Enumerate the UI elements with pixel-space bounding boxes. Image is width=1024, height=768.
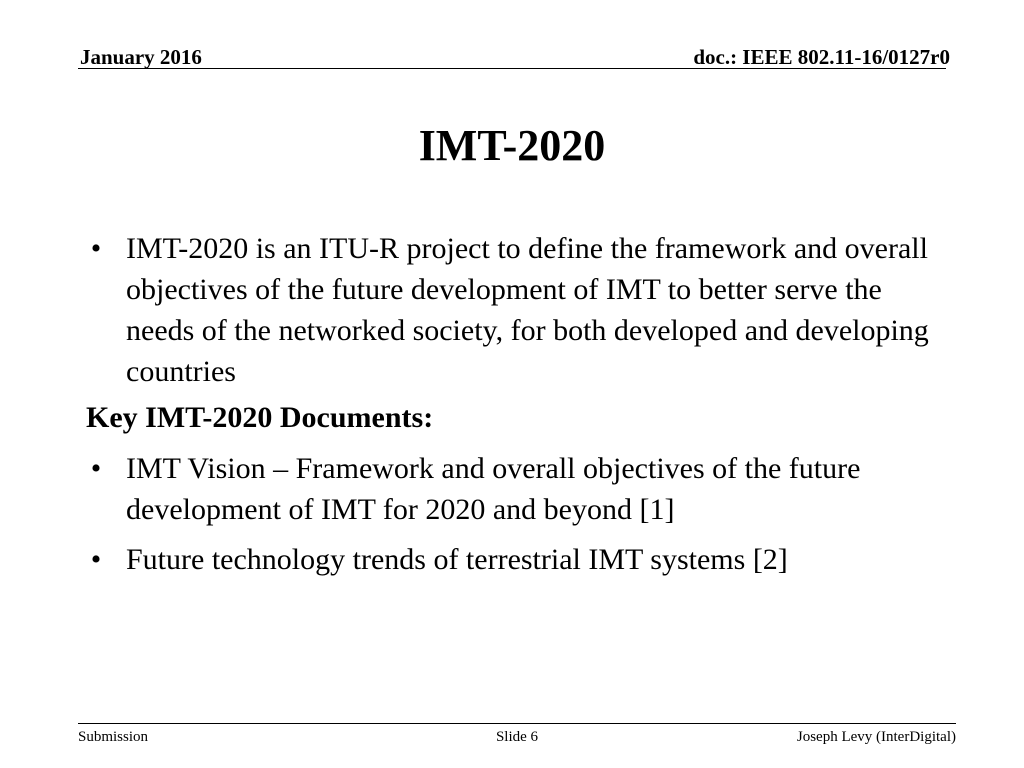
bullet-icon: • — [90, 543, 102, 576]
footer-author: Joseph Levy (InterDigital) — [796, 729, 956, 745]
section-heading: Key IMT-2020 Documents: — [86, 401, 434, 434]
slide-title: IMT-2020 — [418, 121, 606, 170]
bullet-text: IMT Vision – Framework and overall objectives of the future development of IMT for 2020 and beyond [1] — [126, 452, 861, 526]
slide-body — [86, 228, 946, 580]
bullet-icon: • — [90, 452, 102, 485]
bullet-text: IMT-2020 is an ITU-R project to define the framework and overall objectives of the future development of IMT to better serve the needs of the networked society, for both developed and developing countries — [126, 232, 929, 388]
bullet-text: Future technology trends of terrestrial IMT systems [2] — [126, 543, 788, 576]
bullet-item-document — [86, 539, 946, 580]
header-divider — [78, 68, 946, 69]
bullet-item-intro — [86, 228, 946, 392]
bullet-icon: • — [90, 232, 102, 265]
footer-submission: Submission — [78, 729, 149, 745]
footer-divider — [78, 723, 956, 724]
header-date: January 2016 — [80, 45, 202, 69]
bullet-item-document — [86, 448, 946, 530]
footer-slide-number: Slide 6 — [495, 729, 539, 745]
header-document-id: doc.: IEEE 802.11-16/0127r0 — [693, 45, 950, 69]
